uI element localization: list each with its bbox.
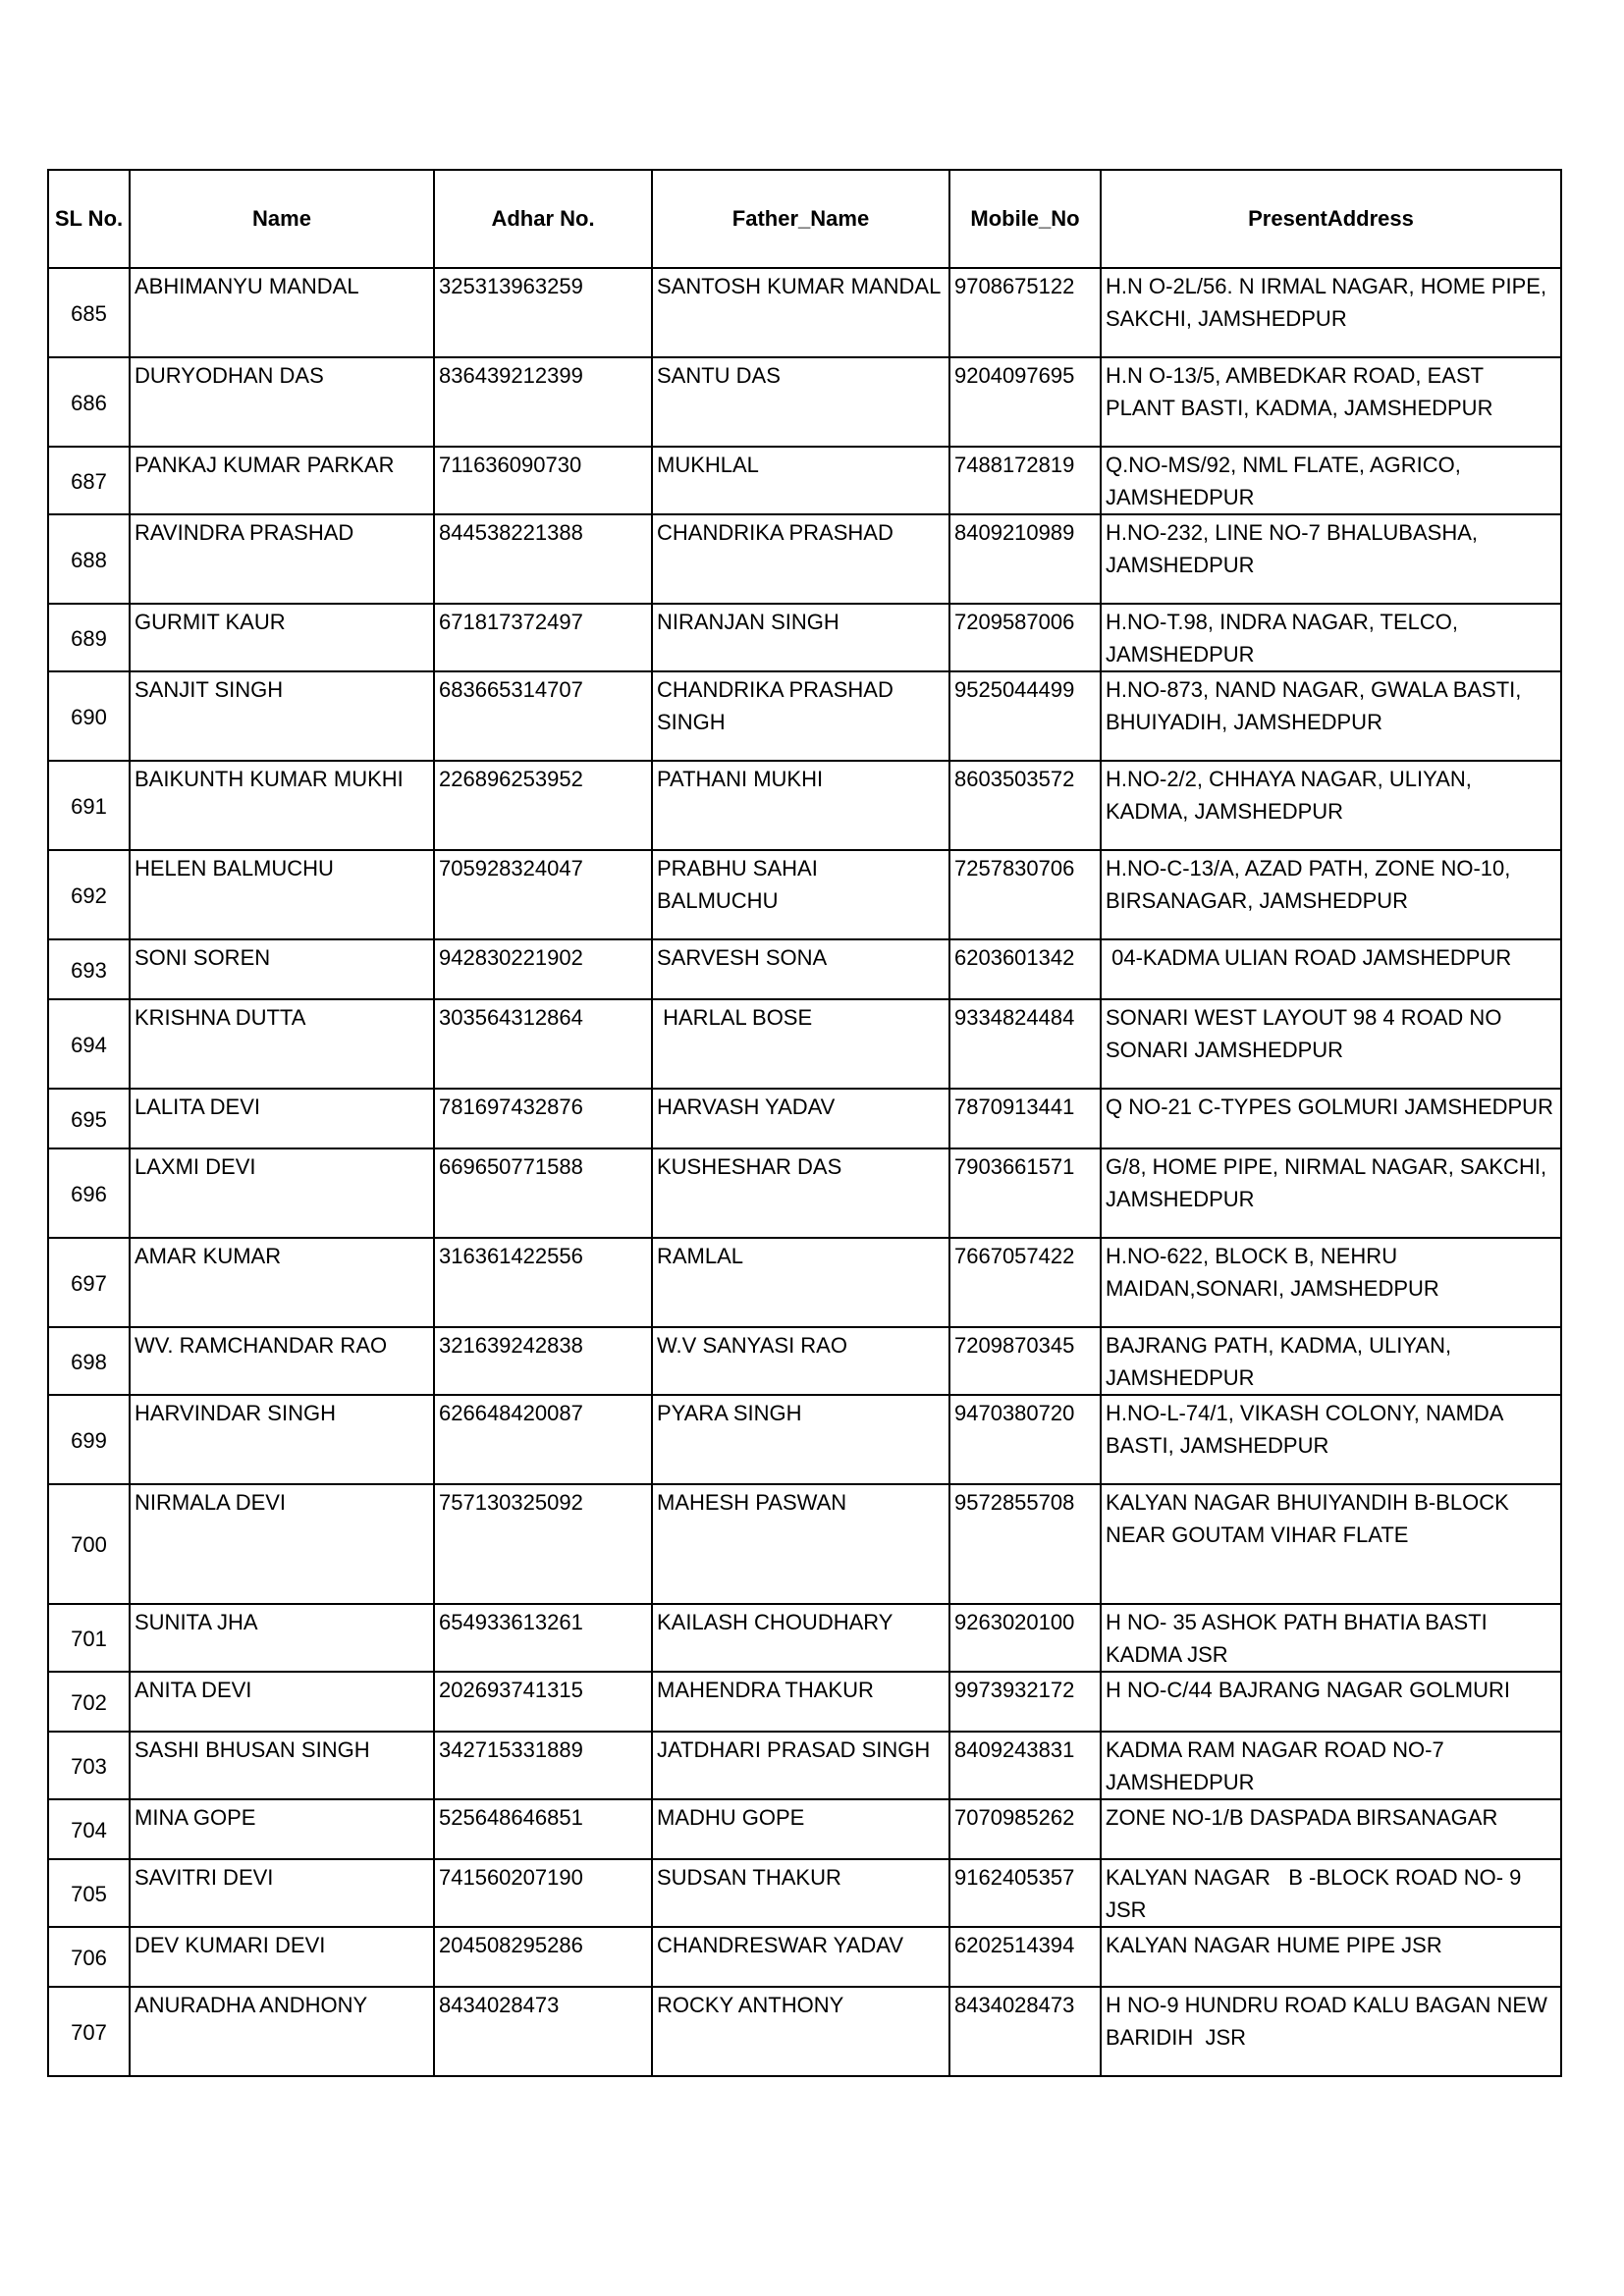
cell-adhar-no: 626648420087 [434, 1395, 652, 1484]
header-father-name: Father_Name [652, 170, 949, 268]
cell-adhar-no: 942830221902 [434, 939, 652, 999]
cell-sl-no: 695 [48, 1089, 130, 1148]
cell-name: KRISHNA DUTTA [130, 999, 434, 1089]
cell-present-address: KADMA RAM NAGAR ROAD NO-7 JAMSHEDPUR [1101, 1732, 1561, 1799]
cell-mobile-no: 9572855708 [949, 1484, 1101, 1604]
cell-adhar-no: 781697432876 [434, 1089, 652, 1148]
cell-present-address: H.NO-622, BLOCK B, NEHRU MAIDAN,SONARI, JAMSHEDPUR [1101, 1238, 1561, 1327]
cell-sl-no: 696 [48, 1148, 130, 1238]
cell-mobile-no: 7209587006 [949, 604, 1101, 671]
cell-name: GURMIT KAUR [130, 604, 434, 671]
cell-present-address: H NO- 35 ASHOK PATH BHATIA BASTI KADMA JSR [1101, 1604, 1561, 1672]
cell-adhar-no: 226896253952 [434, 761, 652, 850]
records-table [47, 169, 1562, 2077]
cell-mobile-no: 9334824484 [949, 999, 1101, 1089]
cell-mobile-no: 9263020100 [949, 1604, 1101, 1672]
cell-name: WV. RAMCHANDAR RAO [130, 1327, 434, 1395]
cell-name: LALITA DEVI [130, 1089, 434, 1148]
cell-sl-no: 700 [48, 1484, 130, 1604]
cell-father-name: CHANDRIKA PRASHAD SINGH [652, 671, 949, 761]
table-row [48, 1927, 1561, 1987]
table-row [48, 357, 1561, 447]
cell-present-address: KALYAN NAGAR B -BLOCK ROAD NO- 9 JSR [1101, 1859, 1561, 1927]
header-mobile-no: Mobile_No [949, 170, 1101, 268]
cell-mobile-no: 6202514394 [949, 1927, 1101, 1987]
cell-father-name: PATHANI MUKHI [652, 761, 949, 850]
cell-mobile-no: 8434028473 [949, 1987, 1101, 2076]
cell-sl-no: 687 [48, 447, 130, 514]
cell-name: ANITA DEVI [130, 1672, 434, 1732]
cell-sl-no: 703 [48, 1732, 130, 1799]
cell-sl-no: 705 [48, 1859, 130, 1927]
table-row [48, 1484, 1561, 1604]
cell-sl-no: 692 [48, 850, 130, 939]
cell-adhar-no: 202693741315 [434, 1672, 652, 1732]
cell-name: NIRMALA DEVI [130, 1484, 434, 1604]
cell-name: AMAR KUMAR [130, 1238, 434, 1327]
cell-father-name: SANTU DAS [652, 357, 949, 447]
cell-mobile-no: 8603503572 [949, 761, 1101, 850]
cell-mobile-no: 9470380720 [949, 1395, 1101, 1484]
cell-name: ABHIMANYU MANDAL [130, 268, 434, 357]
cell-present-address: Q NO-21 C-TYPES GOLMURI JAMSHEDPUR [1101, 1089, 1561, 1148]
cell-father-name: PRABHU SAHAI BALMUCHU [652, 850, 949, 939]
table-row [48, 1089, 1561, 1148]
cell-father-name: HARVASH YADAV [652, 1089, 949, 1148]
cell-father-name: SANTOSH KUMAR MANDAL [652, 268, 949, 357]
cell-present-address: H.N O-2L/56. N IRMAL NAGAR, HOME PIPE, SAKCHI, JAMSHEDPUR [1101, 268, 1561, 357]
cell-sl-no: 699 [48, 1395, 130, 1484]
cell-present-address: BAJRANG PATH, KADMA, ULIYAN, JAMSHEDPUR [1101, 1327, 1561, 1395]
cell-father-name: RAMLAL [652, 1238, 949, 1327]
cell-present-address: SONARI WEST LAYOUT 98 4 ROAD NO SONARI JAMSHEDPUR [1101, 999, 1561, 1089]
cell-mobile-no: 7870913441 [949, 1089, 1101, 1148]
cell-mobile-no: 7070985262 [949, 1799, 1101, 1859]
table-row [48, 1672, 1561, 1732]
cell-adhar-no: 316361422556 [434, 1238, 652, 1327]
cell-adhar-no: 757130325092 [434, 1484, 652, 1604]
cell-present-address: H.NO-T.98, INDRA NAGAR, TELCO, JAMSHEDPUR [1101, 604, 1561, 671]
header-row [48, 170, 1561, 268]
cell-sl-no: 698 [48, 1327, 130, 1395]
cell-name: HARVINDAR SINGH [130, 1395, 434, 1484]
header-present-address: PresentAddress [1101, 170, 1561, 268]
cell-name: SUNITA JHA [130, 1604, 434, 1672]
cell-present-address: H.NO-L-74/1, VIKASH COLONY, NAMDA BASTI, JAMSHEDPUR [1101, 1395, 1561, 1484]
cell-adhar-no: 741560207190 [434, 1859, 652, 1927]
cell-mobile-no: 7209870345 [949, 1327, 1101, 1395]
cell-father-name: SARVESH SONA [652, 939, 949, 999]
cell-present-address: H.NO-C-13/A, AZAD PATH, ZONE NO-10, BIRSANAGAR, JAMSHEDPUR [1101, 850, 1561, 939]
header-adhar-no: Adhar No. [434, 170, 652, 268]
cell-name: SANJIT SINGH [130, 671, 434, 761]
cell-present-address: H.NO-232, LINE NO-7 BHALUBASHA, JAMSHEDPUR [1101, 514, 1561, 604]
cell-name: DEV KUMARI DEVI [130, 1927, 434, 1987]
cell-father-name: ROCKY ANTHONY [652, 1987, 949, 2076]
cell-name: SASHI BHUSAN SINGH [130, 1732, 434, 1799]
table-row [48, 939, 1561, 999]
cell-father-name: MADHU GOPE [652, 1799, 949, 1859]
table-row [48, 604, 1561, 671]
table-row [48, 1799, 1561, 1859]
cell-sl-no: 701 [48, 1604, 130, 1672]
header-sl-no: SL No. [48, 170, 130, 268]
cell-name: PANKAJ KUMAR PARKAR [130, 447, 434, 514]
cell-mobile-no: 8409210989 [949, 514, 1101, 604]
cell-adhar-no: 669650771588 [434, 1148, 652, 1238]
table-row [48, 1238, 1561, 1327]
cell-sl-no: 697 [48, 1238, 130, 1327]
cell-name: RAVINDRA PRASHAD [130, 514, 434, 604]
cell-name: SONI SOREN [130, 939, 434, 999]
cell-adhar-no: 711636090730 [434, 447, 652, 514]
cell-present-address: H.N O-13/5, AMBEDKAR ROAD, EAST PLANT BASTI, KADMA, JAMSHEDPUR [1101, 357, 1561, 447]
cell-father-name: SUDSAN THAKUR [652, 1859, 949, 1927]
table-row [48, 514, 1561, 604]
cell-present-address: 04-KADMA ULIAN ROAD JAMSHEDPUR [1101, 939, 1561, 999]
cell-adhar-no: 342715331889 [434, 1732, 652, 1799]
cell-adhar-no: 8434028473 [434, 1987, 652, 2076]
cell-present-address: KALYAN NAGAR BHUIYANDIH B-BLOCK NEAR GOUTAM VIHAR FLATE [1101, 1484, 1561, 1604]
cell-sl-no: 693 [48, 939, 130, 999]
table-row [48, 268, 1561, 357]
cell-father-name: KUSHESHAR DAS [652, 1148, 949, 1238]
cell-adhar-no: 321639242838 [434, 1327, 652, 1395]
cell-sl-no: 707 [48, 1987, 130, 2076]
cell-present-address: H.NO-2/2, CHHAYA NAGAR, ULIYAN, KADMA, JAMSHEDPUR [1101, 761, 1561, 850]
cell-adhar-no: 525648646851 [434, 1799, 652, 1859]
cell-adhar-no: 654933613261 [434, 1604, 652, 1672]
cell-father-name: NIRANJAN SINGH [652, 604, 949, 671]
cell-mobile-no: 9204097695 [949, 357, 1101, 447]
cell-sl-no: 702 [48, 1672, 130, 1732]
header-name: Name [130, 170, 434, 268]
cell-name: MINA GOPE [130, 1799, 434, 1859]
cell-adhar-no: 303564312864 [434, 999, 652, 1089]
cell-adhar-no: 325313963259 [434, 268, 652, 357]
table-row [48, 761, 1561, 850]
table-row [48, 1395, 1561, 1484]
cell-present-address: G/8, HOME PIPE, NIRMAL NAGAR, SAKCHI, JAMSHEDPUR [1101, 1148, 1561, 1238]
cell-sl-no: 704 [48, 1799, 130, 1859]
cell-name: ANURADHA ANDHONY [130, 1987, 434, 2076]
cell-mobile-no: 7903661571 [949, 1148, 1101, 1238]
cell-mobile-no: 9162405357 [949, 1859, 1101, 1927]
table-row [48, 447, 1561, 514]
cell-father-name: KAILASH CHOUDHARY [652, 1604, 949, 1672]
cell-sl-no: 689 [48, 604, 130, 671]
cell-sl-no: 706 [48, 1927, 130, 1987]
cell-mobile-no: 7488172819 [949, 447, 1101, 514]
table-row [48, 1732, 1561, 1799]
cell-present-address: ZONE NO-1/B DASPADA BIRSANAGAR [1101, 1799, 1561, 1859]
cell-mobile-no: 9525044499 [949, 671, 1101, 761]
cell-name: BAIKUNTH KUMAR MUKHI [130, 761, 434, 850]
cell-father-name: MAHENDRA THAKUR [652, 1672, 949, 1732]
cell-name: DURYODHAN DAS [130, 357, 434, 447]
cell-mobile-no: 9708675122 [949, 268, 1101, 357]
cell-present-address: H NO-C/44 BAJRANG NAGAR GOLMURI [1101, 1672, 1561, 1732]
cell-adhar-no: 683665314707 [434, 671, 652, 761]
cell-father-name: JATDHARI PRASAD SINGH [652, 1732, 949, 1799]
table-row [48, 850, 1561, 939]
cell-father-name: CHANDRIKA PRASHAD [652, 514, 949, 604]
cell-mobile-no: 8409243831 [949, 1732, 1101, 1799]
cell-adhar-no: 836439212399 [434, 357, 652, 447]
cell-adhar-no: 671817372497 [434, 604, 652, 671]
cell-mobile-no: 6203601342 [949, 939, 1101, 999]
cell-sl-no: 688 [48, 514, 130, 604]
cell-sl-no: 694 [48, 999, 130, 1089]
table-row [48, 1148, 1561, 1238]
cell-mobile-no: 7667057422 [949, 1238, 1101, 1327]
cell-sl-no: 686 [48, 357, 130, 447]
table-row [48, 1327, 1561, 1395]
cell-father-name: HARLAL BOSE [652, 999, 949, 1089]
cell-father-name: MAHESH PASWAN [652, 1484, 949, 1604]
table-row [48, 1604, 1561, 1672]
cell-present-address: H.NO-873, NAND NAGAR, GWALA BASTI, BHUIYADIH, JAMSHEDPUR [1101, 671, 1561, 761]
cell-mobile-no: 9973932172 [949, 1672, 1101, 1732]
cell-father-name: W.V SANYASI RAO [652, 1327, 949, 1395]
cell-adhar-no: 204508295286 [434, 1927, 652, 1987]
table-row [48, 999, 1561, 1089]
cell-name: SAVITRI DEVI [130, 1859, 434, 1927]
cell-adhar-no: 705928324047 [434, 850, 652, 939]
cell-name: HELEN BALMUCHU [130, 850, 434, 939]
table-body [48, 268, 1561, 2076]
cell-present-address: H NO-9 HUNDRU ROAD KALU BAGAN NEW BARIDIH JSR [1101, 1987, 1561, 2076]
cell-mobile-no: 7257830706 [949, 850, 1101, 939]
cell-present-address: Q.NO-MS/92, NML FLATE, AGRICO, JAMSHEDPUR [1101, 447, 1561, 514]
table-row [48, 1859, 1561, 1927]
cell-father-name: CHANDRESWAR YADAV [652, 1927, 949, 1987]
cell-sl-no: 685 [48, 268, 130, 357]
cell-present-address: KALYAN NAGAR HUME PIPE JSR [1101, 1927, 1561, 1987]
cell-father-name: PYARA SINGH [652, 1395, 949, 1484]
cell-sl-no: 690 [48, 671, 130, 761]
table-row [48, 1987, 1561, 2076]
cell-sl-no: 691 [48, 761, 130, 850]
cell-name: LAXMI DEVI [130, 1148, 434, 1238]
cell-adhar-no: 844538221388 [434, 514, 652, 604]
table-row [48, 671, 1561, 761]
cell-father-name: MUKHLAL [652, 447, 949, 514]
